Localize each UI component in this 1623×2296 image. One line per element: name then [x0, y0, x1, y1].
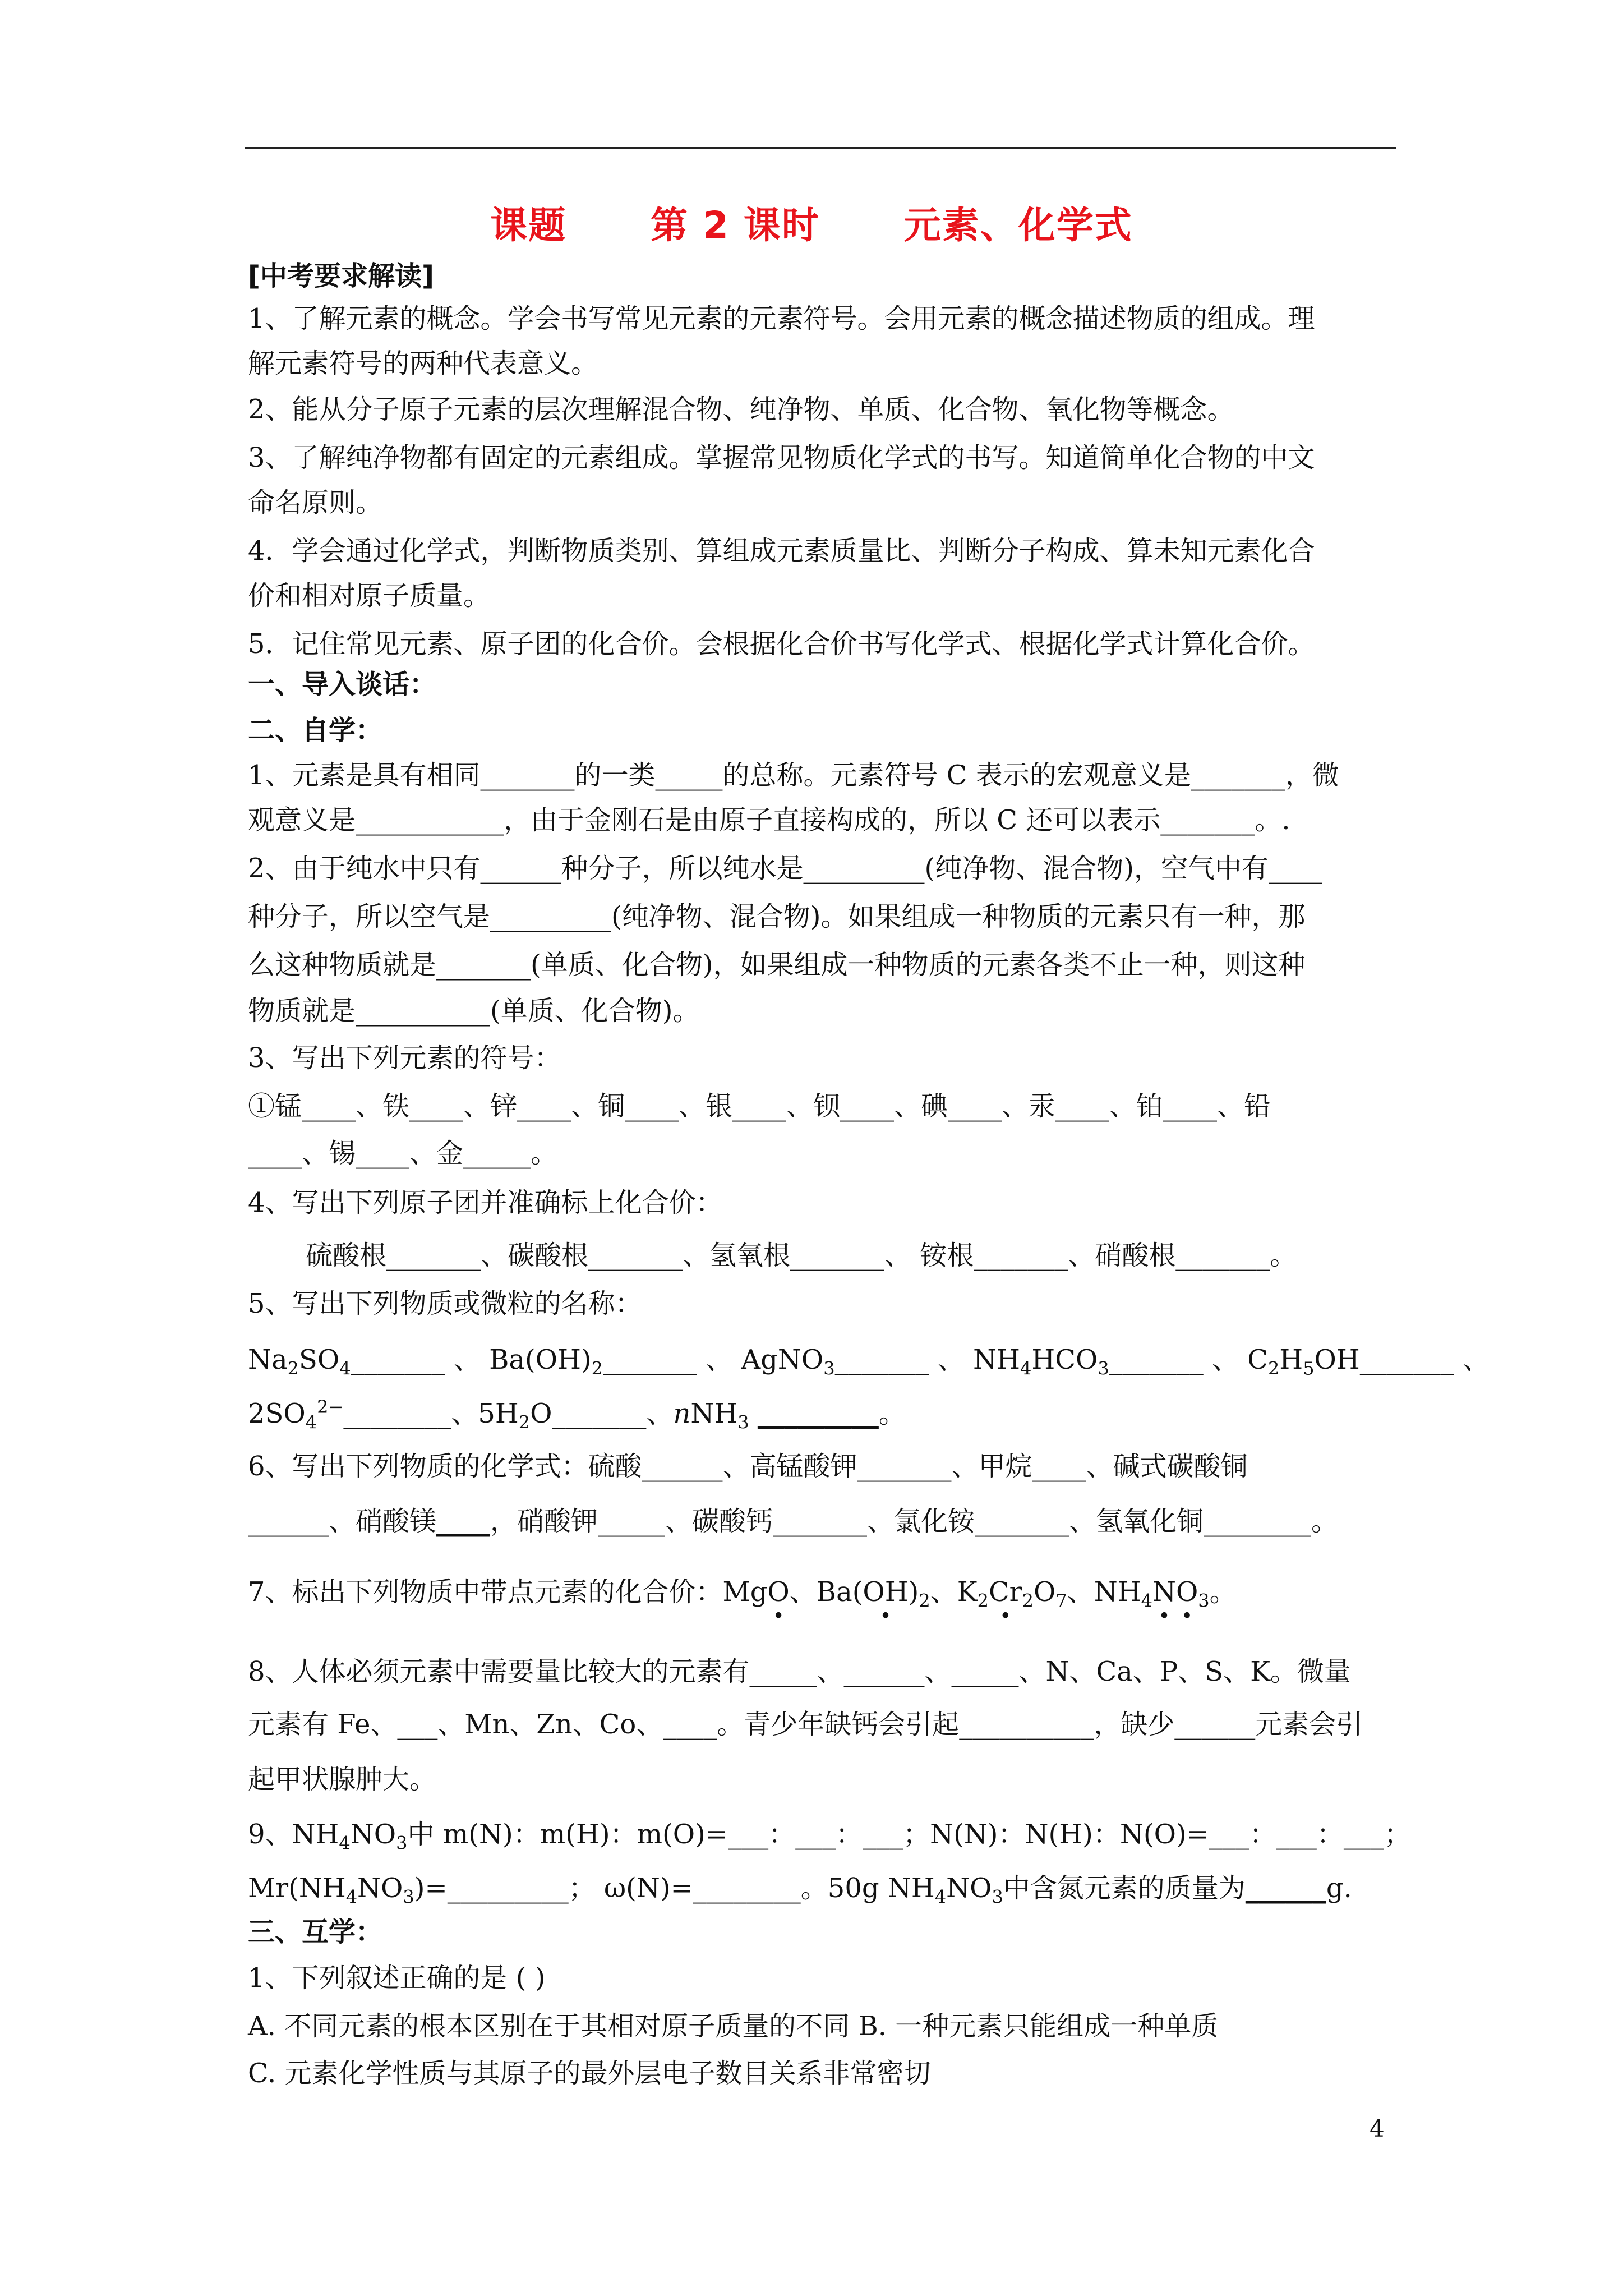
- question-8-line: 8、人体必须元素中需要量比较大的元素有_____、______、_____、N、Ca、P、S、K。微量: [248, 1656, 1351, 1687]
- question-9-row-1: 9、$NH_4NO_3$中 m(N)：m(H)：m(O)=___：___：___；N(N)：N(H)：N(O)=___：___：___；: [248, 1819, 1411, 1854]
- question-4-line: 硫酸根_______、碳酸根_______、氢氧根_______、 铵根_______、硝酸根_______。: [306, 1240, 1297, 1271]
- page-number: 4: [1370, 2115, 1385, 2142]
- text-line: 命名原则。: [248, 487, 383, 518]
- question-2-line: 物质就是__________(单质、化合物)。: [248, 995, 700, 1027]
- option-c: C. 元素化学性质与其原子的最外层电子数目关系非常密切: [248, 2058, 931, 2089]
- header-rule: [245, 147, 1396, 149]
- section-heading-self: 二、自学：: [248, 715, 383, 746]
- question-4-line: 4、写出下列原子团并准确标上化合价：: [248, 1187, 723, 1218]
- question-6-line: ______、硝酸镁____，硝酸钾_____、碳酸钙_______、氯化铵_______、氢氧化铜________。: [248, 1506, 1339, 1537]
- question-1-line: 观意义是___________，由于金刚石是由原子直接构成的，所以 C 还可以表示_______。.: [248, 804, 1290, 836]
- text-line: 解元素符号的两种代表意义。: [248, 348, 598, 379]
- mutual-question-1: 1、下列叙述正确的是 ( ): [248, 1962, 546, 1994]
- section-heading-intro: 一、导入谈话：: [248, 669, 437, 700]
- section-heading-requirements: [中考要求解读]: [248, 260, 434, 292]
- question-2-line: 种分子，所以空气是_________(纯净物、混合物)。如果组成一种物质的元素只有一种，那: [248, 901, 1306, 932]
- question-8-line: 元素有 Fe、___、Mn、Zn、Co、____。青少年缺钙会引起__________，缺少______元素会引: [248, 1709, 1363, 1740]
- page-title: 课题 第 2 课时 元素、化学式: [490, 204, 1133, 247]
- text-line: 3、了解纯净物都有固定的元素组成。掌握常见物质化学式的书写。知道简单化合物的中文: [248, 442, 1315, 473]
- question-1-line: 1、元素是具有相同_______的一类_____的总称。元素符号 C 表示的宏观意义是_______，微: [248, 760, 1339, 791]
- text-line: 5．记住常见元素、原子团的化合价。会根据化合价书写化学式、根据化学式计算化合价。: [248, 628, 1315, 660]
- text-line: 1、了解元素的概念。学会书写常见元素的元素符号。会用元素的概念描述物质的组成。理: [248, 303, 1315, 334]
- question-7-line: 7、标出下列物质中带点元素的化合价：MgO •、Ba(OH) $•_2$、$K_2Cr$ $•_2O_7$、$NH_4N$ •O $•_3$。: [248, 1575, 1398, 1609]
- question-2-line: 么这种物质就是_______(单质、化合物)，如果组成一种物质的元素各类不止一种，则这种: [248, 949, 1306, 981]
- option-row: [248, 2009, 1398, 2043]
- question-9-row-2: $Mr(NH_4NO_3)=\_\_\_\_\_\_\_\_\_$； ω(N)=________。50g $NH_4NO_3$中含氮元素的质量为______g.: [248, 1872, 1352, 1908]
- question-3-line: 3、写出下列元素的符号：: [248, 1042, 561, 1074]
- text-line: 价和相对原子质量。: [248, 580, 491, 611]
- text-line: 4．学会通过化学式，判断物质类别、算组成元素质量比、判断分子构成、算未知元素化合: [248, 535, 1315, 567]
- option-b: B. 一种元素只能组成一种单质: [858, 2010, 1219, 2042]
- question-3-line: ____、锡____、金_____。: [248, 1138, 558, 1169]
- text-line: 2、能从分子原子元素的层次理解混合物、纯净物、单质、化合物、氧化物等概念。: [248, 394, 1234, 425]
- question-5-row-1: $Na_2SO_4\_\_\_\_\_\_\_$ 、 $Ba(OH)_2\_\_\_\_\_\_\_$ 、 AgNO$_3$_______ 、 $NH_4HCO_3\_\_\_\_\_\_\_$ 、 $C_2H_5OH\_\_\_\_\_\_\_$ 、: [248, 1344, 1490, 1379]
- question-2-line: 2、由于纯水中只有______种分子，所以纯水是_________(纯净物、混合物)，空气中有____: [248, 853, 1322, 884]
- question-3-line: ①锰____、铁____、锌____、铜____、银____、钡____、碘____、汞____、铂____、铅: [248, 1091, 1271, 1122]
- question-6-line: 6、写出下列物质的化学式：硫酸______、高锰酸钾_______、甲烷____、碱式碳酸铜: [248, 1451, 1248, 1482]
- question-5-row-2: $2SO_4^{2-}\_\_\_\_\_\_\_\_$、$5H_2O\_\_\_\_\_\_\_$、nNH$_3$ _________。: [248, 1396, 906, 1433]
- option-a: A. 不同元素的根本区别在于其相对原子质量的不同: [248, 2010, 850, 2042]
- question-8-line: 起甲状腺肿大。: [248, 1764, 437, 1795]
- question-5-heading: 5、写出下列物质或微粒的名称：: [248, 1288, 642, 1319]
- section-heading-mutual: 三、互学：: [248, 1916, 383, 1948]
